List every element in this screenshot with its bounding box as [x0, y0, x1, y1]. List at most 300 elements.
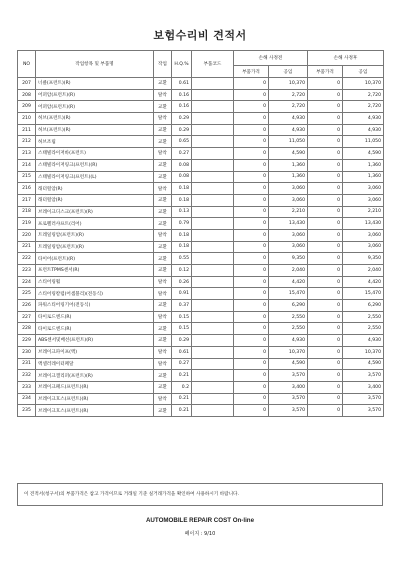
cell-labor-after: 10,370 [343, 346, 384, 358]
table-row [18, 276, 384, 288]
cell-no: 229 [18, 335, 36, 347]
table-row [18, 311, 384, 323]
cell-hq: 0.79 [172, 218, 192, 230]
cell-hq: 0.18 [172, 194, 192, 206]
cell-part-code [192, 253, 234, 265]
header-item: 작업항목 및 부품명 [36, 51, 154, 78]
cell-part-price-before: 0 [234, 218, 269, 230]
table-row [18, 159, 384, 171]
cell-labor-after: 3,570 [343, 393, 384, 405]
cell-part-price-after: 0 [308, 229, 343, 241]
table-row [18, 194, 384, 206]
cell-item: 브레이크캘리퍼(프런트)(R) [36, 370, 154, 382]
cell-labor-after: 2,040 [343, 265, 384, 277]
cell-part-code [192, 358, 234, 370]
cell-no: 225 [18, 288, 36, 300]
cell-work: 교환 [154, 405, 172, 417]
cell-part-code [192, 265, 234, 277]
cell-labor-before: 3,570 [269, 370, 308, 382]
cell-item: 타이어(프런트)(R) [36, 253, 154, 265]
cell-part-price-after: 0 [308, 358, 343, 370]
cell-hq: 0.37 [172, 300, 192, 312]
cell-part-price-after: 0 [308, 101, 343, 113]
cell-labor-before: 4,420 [269, 276, 308, 288]
table-header [18, 51, 384, 78]
cell-hq: 0.08 [172, 159, 192, 171]
cell-work: 교환 [154, 159, 172, 171]
cell-item: 프로펠러샤프트(리어) [36, 218, 154, 230]
cell-labor-before: 6,290 [269, 300, 308, 312]
cell-part-price-before: 0 [234, 101, 269, 113]
cell-part-price-after: 0 [308, 323, 343, 335]
table-row [18, 370, 384, 382]
cell-no: 218 [18, 206, 36, 218]
cell-part-price-after: 0 [308, 370, 343, 382]
cell-work: 교환 [154, 381, 172, 393]
cell-part-code [192, 229, 234, 241]
cell-part-price-before: 0 [234, 206, 269, 218]
cell-labor-after: 3,060 [343, 241, 384, 253]
cell-work: 탈착 [154, 358, 172, 370]
cell-work: 탈착 [154, 229, 172, 241]
cell-item: 타이로드엔드(R) [36, 311, 154, 323]
cell-part-price-before: 0 [234, 370, 269, 382]
cell-labor-after: 2,550 [343, 323, 384, 335]
cell-labor-after: 6,290 [343, 300, 384, 312]
table-row [18, 393, 384, 405]
cell-work: 교환 [154, 78, 172, 90]
cell-part-price-after: 0 [308, 405, 343, 417]
cell-hq: 0.29 [172, 335, 192, 347]
cell-part-price-after: 0 [308, 124, 343, 136]
cell-labor-before: 3,570 [269, 393, 308, 405]
cell-part-code [192, 194, 234, 206]
cell-no: 231 [18, 358, 36, 370]
cell-hq: 0.16 [172, 101, 192, 113]
cell-item: 브레이크디스크(프런트)(R) [36, 206, 154, 218]
cell-labor-before: 4,590 [269, 358, 308, 370]
cell-no: 215 [18, 171, 36, 183]
cell-part-price-before: 0 [234, 194, 269, 206]
cell-part-code [192, 370, 234, 382]
cell-labor-after: 4,590 [343, 358, 384, 370]
cell-item: 스티어링휠 [36, 276, 154, 288]
cell-part-price-before: 0 [234, 136, 269, 148]
cell-item: 래터럴암(R) [36, 194, 154, 206]
cell-part-price-before: 0 [234, 253, 269, 265]
cell-work: 교환 [154, 241, 172, 253]
header-part-price-before: 부품가격 [234, 66, 269, 78]
cell-hq: 0.61 [172, 78, 192, 90]
table-row [18, 148, 384, 160]
cell-no: 214 [18, 159, 36, 171]
cell-part-price-after: 0 [308, 241, 343, 253]
cell-work: 탈착 [154, 183, 172, 195]
cell-labor-after: 4,930 [343, 124, 384, 136]
cell-item: 스태빌라이저바(프런트) [36, 148, 154, 160]
price-notice: 이 견적서(청구서)의 부품가격은 참고 가격이므로 거래일 기준 실거래가격을 확인하여 사용하시기 바랍니다. [17, 483, 383, 506]
cell-labor-after: 1,360 [343, 159, 384, 171]
cell-labor-before: 2,550 [269, 311, 308, 323]
cell-work: 교환 [154, 253, 172, 265]
cell-labor-before: 1,360 [269, 159, 308, 171]
cell-part-price-before: 0 [234, 393, 269, 405]
cell-item: ABS센서및배선(프런트)(R) [36, 335, 154, 347]
table-row [18, 136, 384, 148]
cell-item: 브레이크파이프(액) [36, 346, 154, 358]
cell-item: 스태빌라이저링크(프런트)(R) [36, 159, 154, 171]
cell-item: 어퍼암(프런트)(R) [36, 101, 154, 113]
cell-labor-after: 11,050 [343, 136, 384, 148]
cell-part-code [192, 183, 234, 195]
cell-hq: 0.15 [172, 311, 192, 323]
cell-labor-before: 3,570 [269, 405, 308, 417]
cell-work: 탈착 [154, 276, 172, 288]
cell-no: 207 [18, 78, 36, 90]
cell-hq: 0.15 [172, 323, 192, 335]
cell-part-price-after: 0 [308, 159, 343, 171]
cell-work: 교환 [154, 218, 172, 230]
cell-item: 허브(프런트)(R) [36, 113, 154, 125]
cell-labor-after: 3,570 [343, 370, 384, 382]
cell-part-price-before: 0 [234, 323, 269, 335]
cell-part-price-before: 0 [234, 148, 269, 160]
cell-part-price-after: 0 [308, 393, 343, 405]
cell-work: 교환 [154, 136, 172, 148]
cell-part-price-before: 0 [234, 288, 269, 300]
cell-part-price-before: 0 [234, 276, 269, 288]
cell-labor-after: 4,930 [343, 113, 384, 125]
table-row [18, 323, 384, 335]
cell-hq: 0.08 [172, 171, 192, 183]
cell-item: 너클(프런트)(R) [36, 78, 154, 90]
cell-no: 217 [18, 194, 36, 206]
cell-part-price-before: 0 [234, 381, 269, 393]
cell-labor-after: 10,370 [343, 78, 384, 90]
cell-labor-before: 3,400 [269, 381, 308, 393]
cell-part-price-before: 0 [234, 405, 269, 417]
table-body [18, 78, 384, 417]
cell-labor-before: 15,470 [269, 288, 308, 300]
cell-item: 파워스티어링기어(전동식) [36, 300, 154, 312]
cell-labor-after: 3,400 [343, 381, 384, 393]
cell-labor-before: 9,350 [269, 253, 308, 265]
table-row [18, 218, 384, 230]
cell-labor-after: 4,590 [343, 148, 384, 160]
cell-part-price-before: 0 [234, 311, 269, 323]
cell-labor-before: 2,720 [269, 89, 308, 101]
cell-part-code [192, 241, 234, 253]
table-row [18, 358, 384, 370]
cell-part-price-after: 0 [308, 300, 343, 312]
cell-part-price-before: 0 [234, 358, 269, 370]
table-row [18, 300, 384, 312]
cell-item: 트레일링암(프런트)(R) [36, 229, 154, 241]
cell-work: 탈착 [154, 311, 172, 323]
header-after-group: 손해 사정후 [308, 51, 384, 66]
table-row [18, 253, 384, 265]
cell-part-price-after: 0 [308, 218, 343, 230]
header-part-price-after: 부품가격 [308, 66, 343, 78]
cell-item: 브레이크호스(프런트)(R) [36, 393, 154, 405]
page-indicator: 페이지 : 9/10 [184, 531, 216, 537]
document-title: 보험수리비 견적서 [153, 29, 247, 42]
cell-no: 222 [18, 253, 36, 265]
cell-part-code [192, 148, 234, 160]
cell-labor-after: 3,060 [343, 229, 384, 241]
cell-labor-before: 3,060 [269, 229, 308, 241]
cell-hq: 0.55 [172, 253, 192, 265]
cell-part-price-after: 0 [308, 381, 343, 393]
cell-work: 탈착 [154, 393, 172, 405]
cell-no: 232 [18, 370, 36, 382]
cell-work: 교환 [154, 370, 172, 382]
cell-labor-before: 3,060 [269, 183, 308, 195]
cell-no: 230 [18, 346, 36, 358]
cell-work: 교환 [154, 265, 172, 277]
cell-labor-after: 4,420 [343, 276, 384, 288]
cell-hq: 0.61 [172, 346, 192, 358]
cell-no: 208 [18, 89, 36, 101]
cell-labor-after: 3,060 [343, 194, 384, 206]
table-row [18, 229, 384, 241]
cell-labor-after: 13,430 [343, 218, 384, 230]
cell-part-price-before: 0 [234, 241, 269, 253]
cell-hq: 0.2 [172, 381, 192, 393]
cell-no: 227 [18, 311, 36, 323]
cell-hq: 0.18 [172, 183, 192, 195]
cell-hq: 0.21 [172, 393, 192, 405]
cell-part-price-after: 0 [308, 194, 343, 206]
cell-labor-before: 2,720 [269, 101, 308, 113]
cell-hq: 0.27 [172, 148, 192, 160]
cell-no: 220 [18, 229, 36, 241]
cell-work: 탈착 [154, 89, 172, 101]
cell-part-code [192, 288, 234, 300]
cell-no: 213 [18, 148, 36, 160]
table-row [18, 265, 384, 277]
cell-labor-after: 4,930 [343, 335, 384, 347]
cell-part-price-before: 0 [234, 113, 269, 125]
cell-item: 타이로드엔드(R) [36, 323, 154, 335]
cell-no: 221 [18, 241, 36, 253]
cell-hq: 0.65 [172, 136, 192, 148]
cell-labor-before: 2,210 [269, 206, 308, 218]
cell-no: 210 [18, 113, 36, 125]
cell-part-code [192, 159, 234, 171]
cell-part-code [192, 101, 234, 113]
cell-hq: 0.18 [172, 229, 192, 241]
cell-part-price-after: 0 [308, 206, 343, 218]
cell-labor-before: 3,060 [269, 241, 308, 253]
cell-part-price-before: 0 [234, 171, 269, 183]
cell-no: 211 [18, 124, 36, 136]
header-before-group: 손해 사정전 [234, 51, 308, 66]
table-row [18, 113, 384, 125]
cell-labor-after: 2,720 [343, 101, 384, 113]
cell-hq: 0.18 [172, 241, 192, 253]
cell-no: 212 [18, 136, 36, 148]
cell-work: 교환 [154, 335, 172, 347]
cell-labor-before: 3,060 [269, 194, 308, 206]
cell-work: 교환 [154, 206, 172, 218]
cell-part-price-before: 0 [234, 346, 269, 358]
cell-part-price-after: 0 [308, 113, 343, 125]
cell-work: 탈착 [154, 113, 172, 125]
cell-part-code [192, 311, 234, 323]
cell-item: 액셀러레이터페달 [36, 358, 154, 370]
header-no: NO [18, 51, 36, 78]
cell-hq: 0.91 [172, 288, 192, 300]
table-row [18, 346, 384, 358]
cell-part-price-after: 0 [308, 288, 343, 300]
cell-work: 탈착 [154, 288, 172, 300]
cell-labor-after: 9,350 [343, 253, 384, 265]
cell-part-code [192, 276, 234, 288]
cell-part-price-before: 0 [234, 229, 269, 241]
cell-labor-before: 4,930 [269, 124, 308, 136]
cell-item: 브레이크호스(프런트)(R) [36, 405, 154, 417]
cell-item: 스태빌라이저링크(프런트)(L) [36, 171, 154, 183]
table-row [18, 78, 384, 90]
cell-labor-before: 4,930 [269, 335, 308, 347]
cell-part-price-after: 0 [308, 183, 343, 195]
cell-labor-before: 2,550 [269, 323, 308, 335]
cell-part-price-before: 0 [234, 78, 269, 90]
cell-work: 교환 [154, 194, 172, 206]
cell-part-price-after: 0 [308, 346, 343, 358]
table-row [18, 381, 384, 393]
cell-item: 브레이크패드(프런트)(R) [36, 381, 154, 393]
cell-part-price-after: 0 [308, 311, 343, 323]
cell-part-code [192, 323, 234, 335]
header-hq: H.Q.% [172, 51, 192, 78]
cell-part-code [192, 136, 234, 148]
cell-labor-before: 4,590 [269, 148, 308, 160]
cell-part-price-after: 0 [308, 148, 343, 160]
footer-brand: AUTOMOBILE REPAIR COST On-line [145, 517, 255, 524]
table-row [18, 183, 384, 195]
cell-hq: 0.27 [172, 358, 192, 370]
cell-labor-before: 4,930 [269, 113, 308, 125]
cell-part-price-before: 0 [234, 335, 269, 347]
cell-hq: 0.13 [172, 206, 192, 218]
cell-no: 234 [18, 393, 36, 405]
cell-work: 교환 [154, 300, 172, 312]
cell-part-price-after: 0 [308, 253, 343, 265]
cell-part-price-before: 0 [234, 124, 269, 136]
cell-hq: 0.21 [172, 370, 192, 382]
cell-item: 스티어링칼럼(어셈블리)(전동식) [36, 288, 154, 300]
cell-labor-before: 2,040 [269, 265, 308, 277]
cell-part-code [192, 393, 234, 405]
cell-labor-before: 1,360 [269, 171, 308, 183]
cell-item: 트레일링암(프런트)(R) [36, 241, 154, 253]
cell-item: 프런트TPMS센서(R) [36, 265, 154, 277]
cell-no: 216 [18, 183, 36, 195]
cell-labor-before: 13,430 [269, 218, 308, 230]
cell-work: 교환 [154, 101, 172, 113]
cell-part-code [192, 113, 234, 125]
cell-labor-after: 1,360 [343, 171, 384, 183]
cell-no: 224 [18, 276, 36, 288]
cell-part-price-after: 0 [308, 171, 343, 183]
cell-hq: 0.26 [172, 276, 192, 288]
cell-hq: 0.12 [172, 265, 192, 277]
cell-item: 어퍼암(프런트)(R) [36, 89, 154, 101]
cell-item: 허브조립 [36, 136, 154, 148]
cell-hq: 0.29 [172, 124, 192, 136]
cell-labor-before: 10,370 [269, 346, 308, 358]
cell-part-price-before: 0 [234, 183, 269, 195]
cell-labor-after: 3,060 [343, 183, 384, 195]
cell-part-code [192, 78, 234, 90]
cell-part-price-before: 0 [234, 300, 269, 312]
cell-labor-after: 2,720 [343, 89, 384, 101]
cell-no: 209 [18, 101, 36, 113]
cell-part-price-after: 0 [308, 335, 343, 347]
cell-work: 교환 [154, 124, 172, 136]
cell-item: 래터럴암(R) [36, 183, 154, 195]
table-row [18, 171, 384, 183]
cell-part-code [192, 346, 234, 358]
cell-part-price-after: 0 [308, 265, 343, 277]
cell-part-code [192, 335, 234, 347]
cell-part-code [192, 89, 234, 101]
cell-work: 탈착 [154, 346, 172, 358]
table-row [18, 405, 384, 417]
cell-no: 226 [18, 300, 36, 312]
cell-item: 허브(프런트)(R) [36, 124, 154, 136]
cell-labor-before: 11,050 [269, 136, 308, 148]
cell-work: 탈착 [154, 148, 172, 160]
table-row [18, 241, 384, 253]
cell-labor-after: 15,470 [343, 288, 384, 300]
cell-labor-after: 3,570 [343, 405, 384, 417]
cell-part-price-before: 0 [234, 265, 269, 277]
table-row [18, 335, 384, 347]
cell-hq: 0.21 [172, 405, 192, 417]
cell-part-code [192, 381, 234, 393]
cell-labor-after: 2,210 [343, 206, 384, 218]
cell-no: 228 [18, 323, 36, 335]
cell-part-price-after: 0 [308, 276, 343, 288]
table-row [18, 89, 384, 101]
cell-no: 233 [18, 381, 36, 393]
cell-part-price-before: 0 [234, 89, 269, 101]
cell-labor-after: 2,550 [343, 311, 384, 323]
header-labor-after: 공임 [343, 66, 384, 78]
header-labor-before: 공임 [269, 66, 308, 78]
cell-part-price-before: 0 [234, 159, 269, 171]
cell-part-code [192, 405, 234, 417]
table-row [18, 206, 384, 218]
cell-part-code [192, 171, 234, 183]
cell-part-price-after: 0 [308, 89, 343, 101]
estimate-table [17, 50, 384, 417]
cell-part-price-after: 0 [308, 136, 343, 148]
cell-part-code [192, 124, 234, 136]
cell-hq: 0.29 [172, 113, 192, 125]
cell-part-code [192, 300, 234, 312]
table-row [18, 288, 384, 300]
table-row [18, 101, 384, 113]
table-row [18, 124, 384, 136]
cell-part-code [192, 218, 234, 230]
cell-no: 219 [18, 218, 36, 230]
cell-part-price-after: 0 [308, 78, 343, 90]
cell-hq: 0.16 [172, 89, 192, 101]
